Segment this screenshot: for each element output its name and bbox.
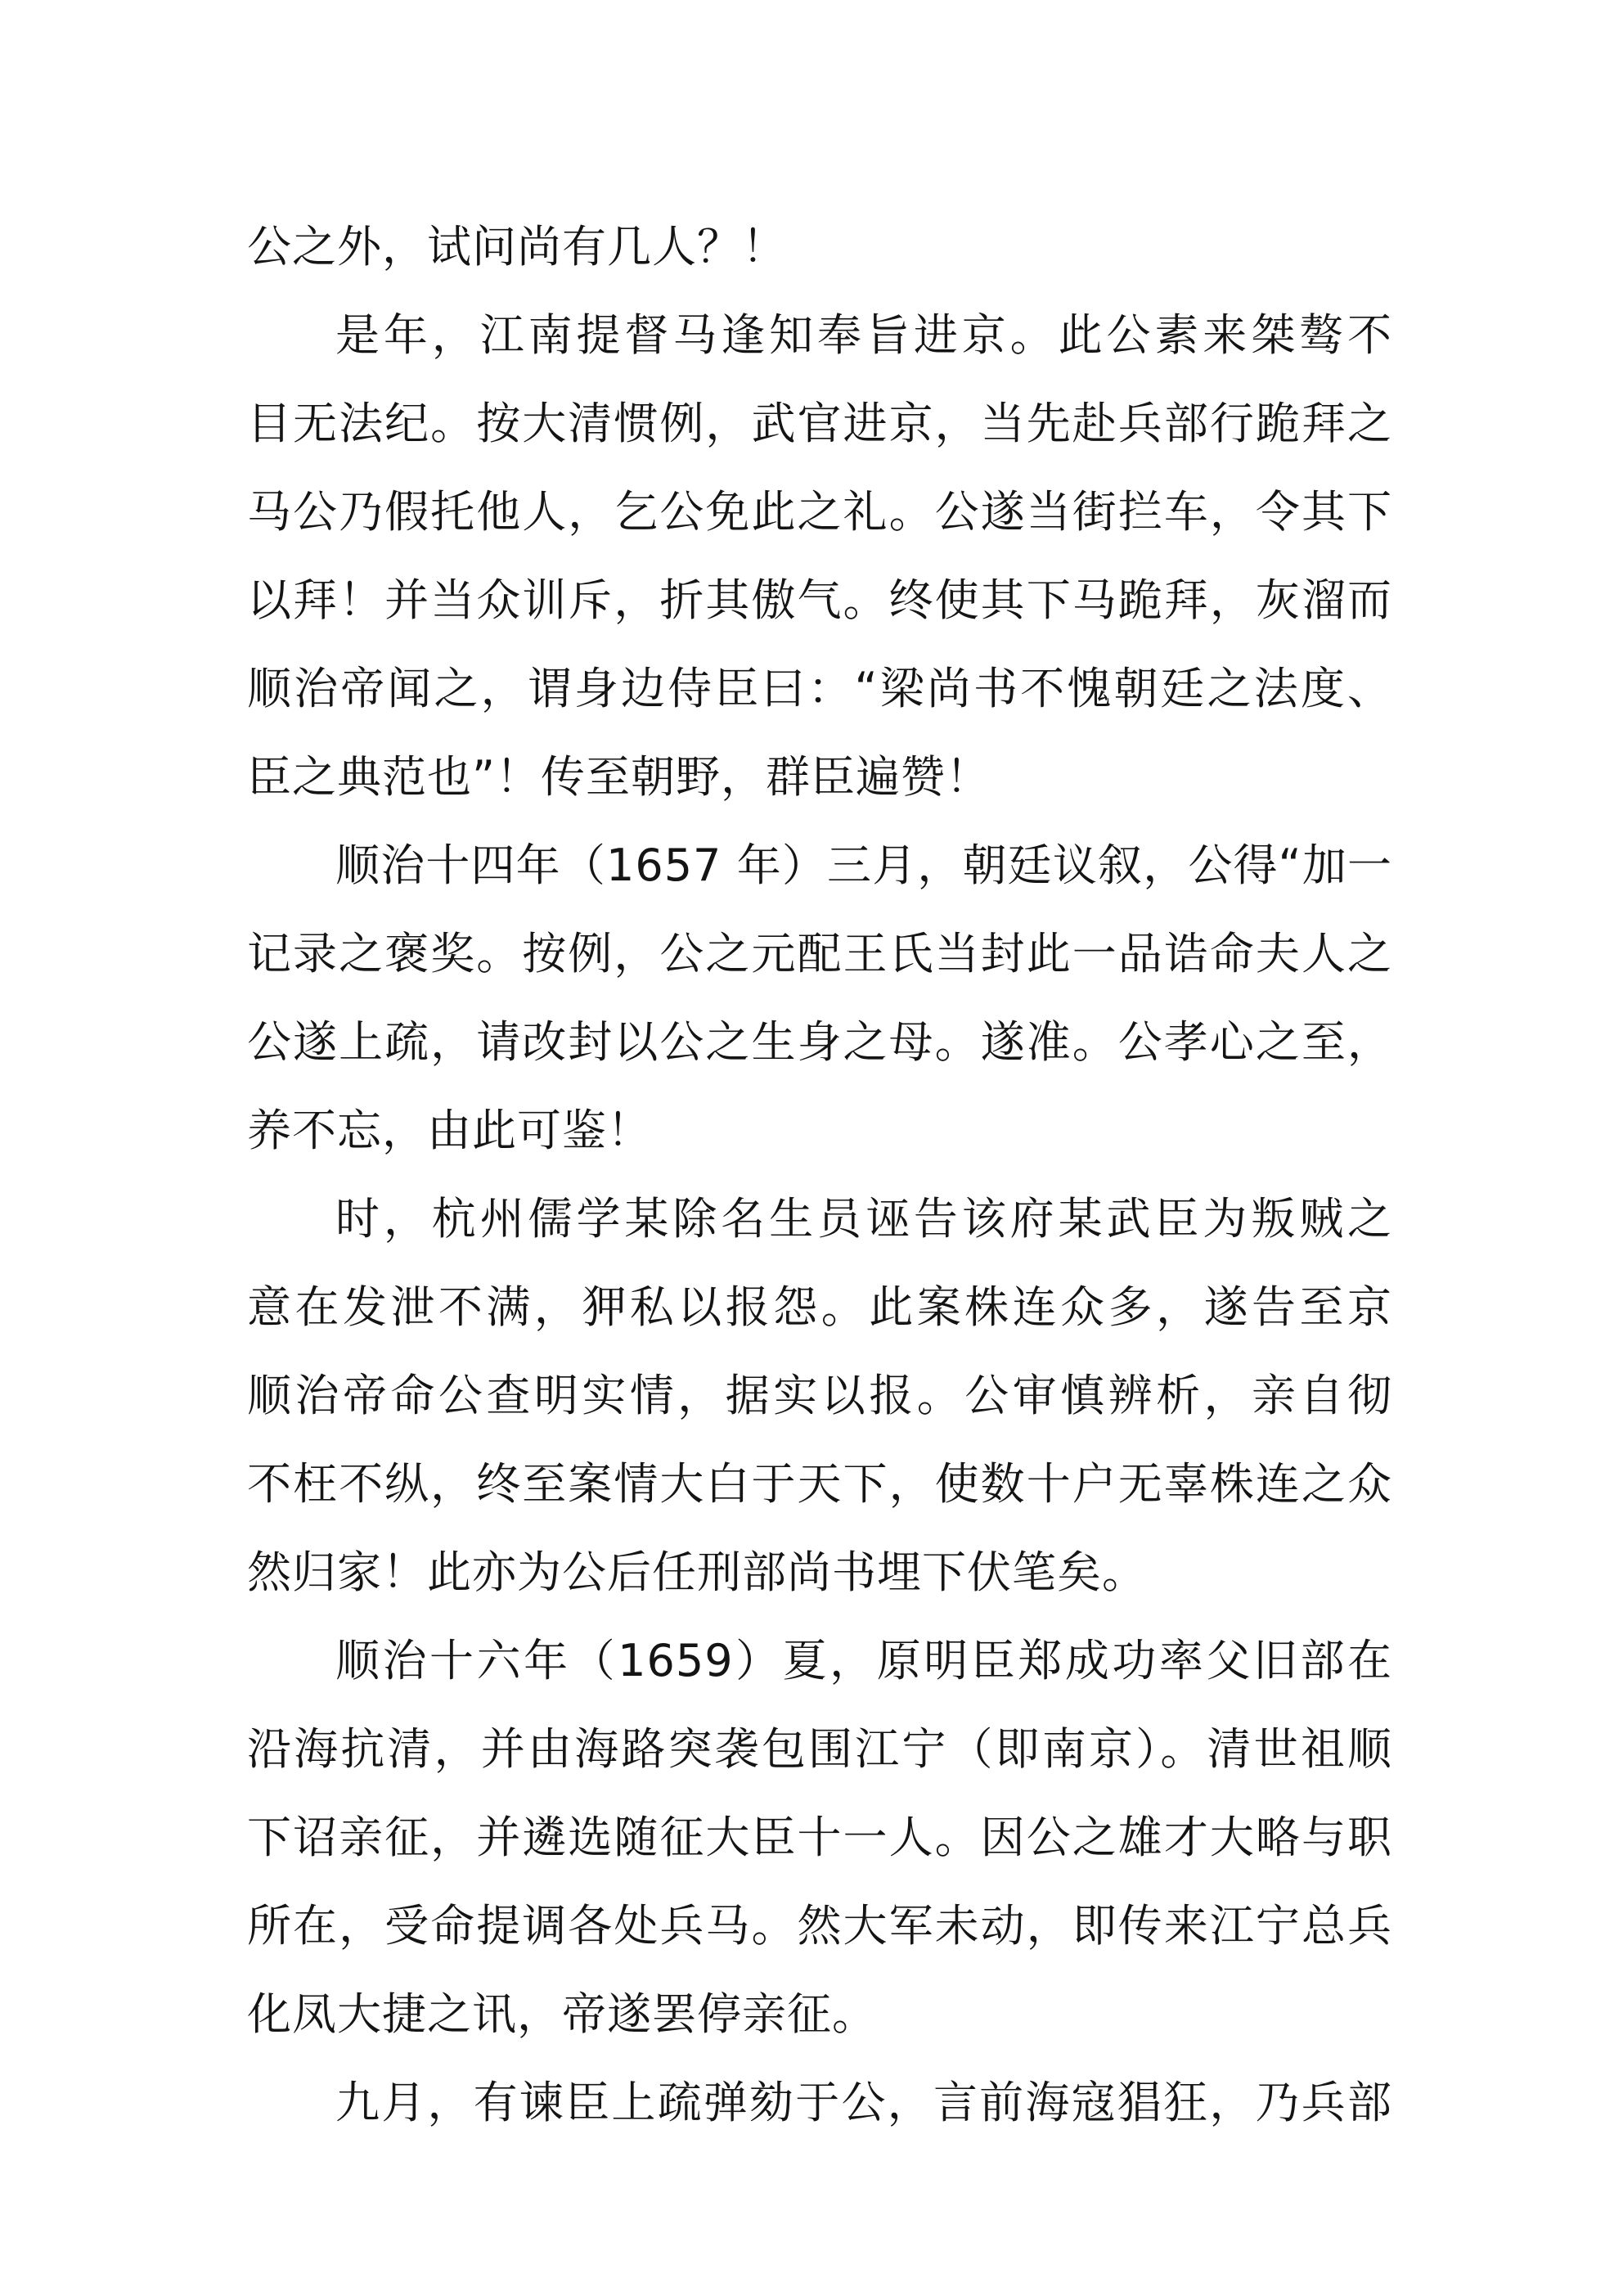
text-line-16: 然归家！此亦为公后任刑部尚书埋下伏笔矣。 — [247, 1546, 1147, 1598]
document-body — [247, 203, 1392, 2147]
text-line-6: 顺治帝闻之，谓身边侍臣曰：“梁尚书不愧朝廷之法度、 — [247, 663, 1392, 714]
text-line-8: 顺治十四年（1657 年）三月，朝廷议叙，公得“加一 — [335, 840, 1392, 891]
text-line-18: 沿海抗清，并由海路突袭包围江宁（即南京）。清世祖顺 — [247, 1723, 1392, 1775]
text-line-4: 马公乃假托他人，乞公免此之礼。公遂当街拦车，令其下 — [247, 486, 1392, 538]
text-line-17: 顺治十六年（1659）夏，原明臣郑成功率父旧部在 — [335, 1635, 1392, 1686]
text-line-14: 顺治帝命公查明实情，据实以报。公审慎辨析，亲自彻 — [247, 1370, 1392, 1421]
text-line-22: 九月，有谏臣上疏弹劾于公，言前海寇猖狂，乃兵部 — [335, 2077, 1392, 2128]
text-line-5: 以拜！并当众训斥，折其傲气。终使其下马跪拜，灰溜而 — [247, 574, 1392, 626]
text-line-1: 公之外，试问尚有几人？！ — [247, 221, 787, 272]
text-line-9: 记录之褒奖。按例，公之元配王氏当封此一品诰命夫人之 — [247, 928, 1392, 979]
text-line-13: 意在发泄不满，狎私以报怨。此案株连众多，遂告至京 — [247, 1281, 1392, 1333]
text-line-2: 是年，江南提督马逢知奉旨进京。此公素来桀骜不 — [335, 309, 1392, 361]
text-line-7: 臣之典范也”！传至朝野，群臣遍赞！ — [247, 751, 991, 803]
text-line-21: 化凤大捷之讯，帝遂罢停亲征。 — [247, 1988, 877, 2040]
text-line-20: 所在，受命提调各处兵马。然大军未动，即传来江宁总兵 — [247, 1900, 1392, 1952]
text-line-10: 公遂上疏，请改封以公之生身之母。遂准。公孝心之至， — [247, 1016, 1392, 1068]
text-line-12: 时，杭州儒学某除名生员诬告该府某武臣为叛贼之 — [335, 1193, 1392, 1245]
text-line-15: 不枉不纵，终至案情大白于天下，使数十户无辜株连之众 — [247, 1458, 1392, 1510]
text-line-11: 养不忘，由此可鉴！ — [247, 1105, 652, 1156]
text-line-19: 下诏亲征，并遴选随征大臣十一人。因公之雄才大略与职 — [247, 1812, 1392, 1863]
text-line-3: 目无法纪。按大清惯例，武官进京，当先赴兵部行跪拜之 — [247, 398, 1392, 449]
